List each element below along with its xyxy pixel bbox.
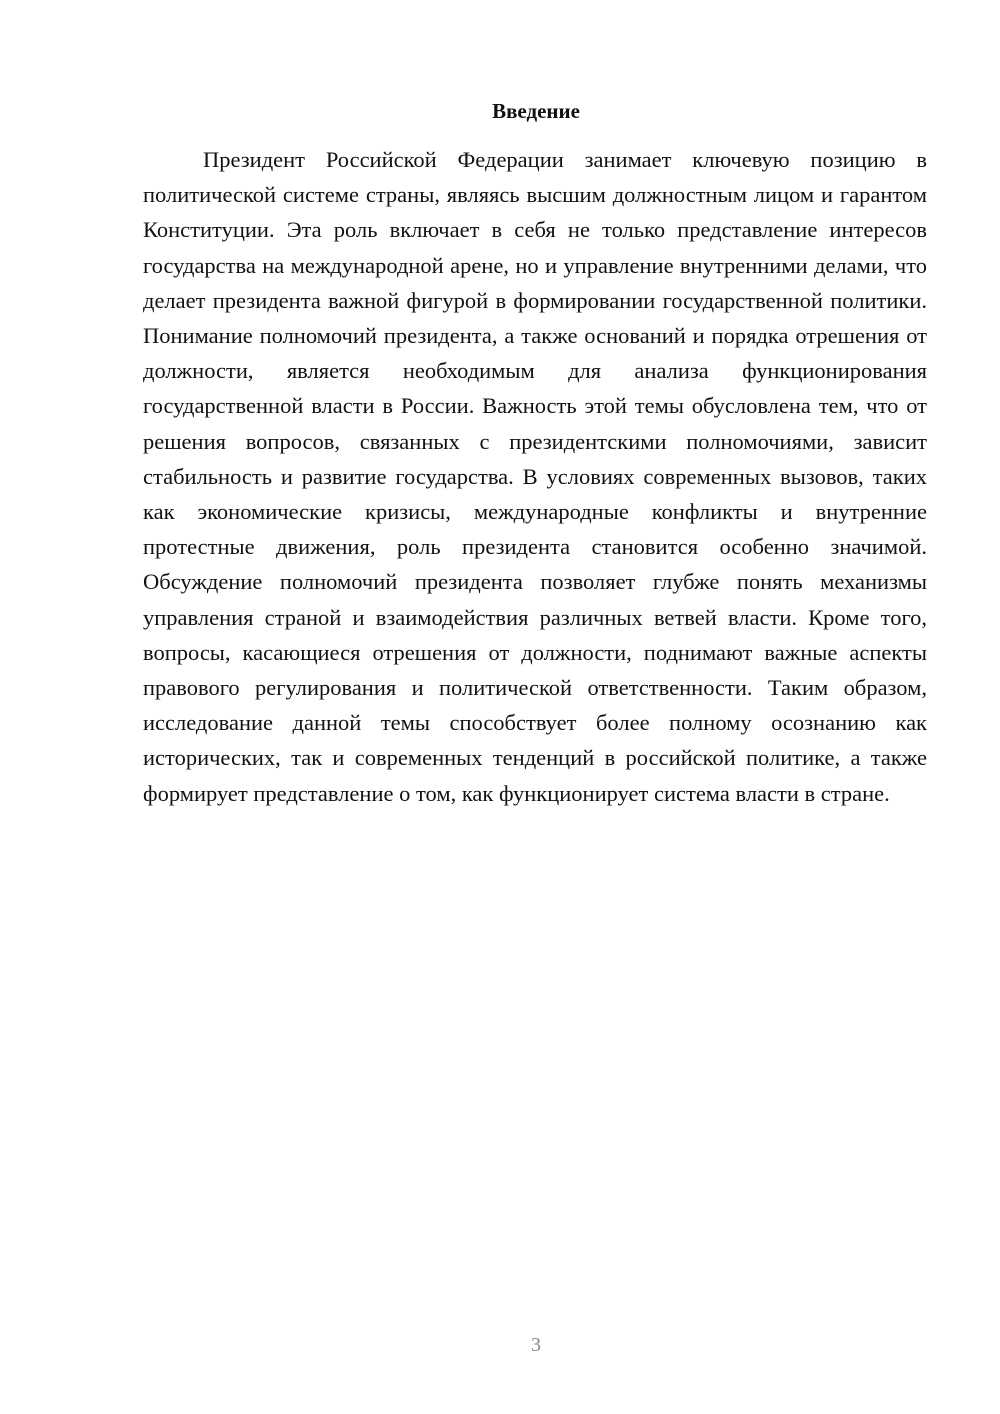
body-paragraph: Президент Российской Федерации занимает ключевую позицию в политической системе страны, являясь высшим должностным лицом и гарантом Конституции. Эта роль включает в себя не только представление интересов государства на международной арене, но и управление внутренними делами, что делает президента важной фигурой в формировании государственной политики. Понимание полномочий президента, а также оснований и порядка отрешения от должности, является необходимым для анализа функционирования государственной власти в России. Важность этой темы обусловлена тем, что от решения вопросов, связанных с президентскими полномочиями, зависит стабильность и развитие государства. В условиях современных вызовов, таких как экономические кризисы, международные конфликты и внутренние протестные движения, роль президента становится особенно значимой. Обсуждение полномочий президента позволяет глубже понять механизмы управления страной и взаимодействия различных ветвей власти. Кроме того, вопросы, касающиеся отрешения от должности, поднимают важные аспекты правового регулирования и политической ответственности. Таким образом, исследование данной темы способствует более полному осознанию как исторических, так и современных тенденций в российской политике, а также формирует представление о том, как функционирует система власти в стране. xyxy=(143,147,927,806)
page-number: 3 xyxy=(531,1334,541,1356)
section-heading: Введение xyxy=(492,99,580,123)
